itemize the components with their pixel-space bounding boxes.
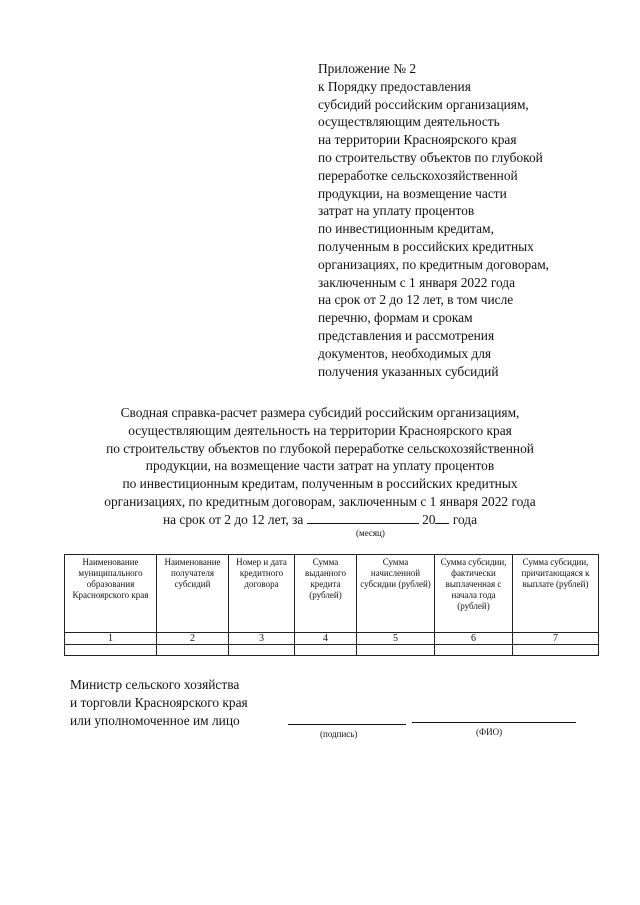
col-loan-amount-header: Сумма выданного кредита (рублей): [295, 555, 357, 633]
title-line: по строительству объектов по глубокой переработке сельскохозяйственной: [106, 440, 534, 456]
signatory-line: Министр сельского хозяйства: [70, 677, 240, 692]
appendix-line: перечню, формам и срокам: [318, 310, 473, 326]
subsidy-table: [64, 554, 599, 656]
table-cell[interactable]: [295, 645, 357, 656]
col-number: 3: [229, 633, 295, 645]
appendix-line: получения указанных субсидий: [318, 363, 499, 379]
appendix-line: по строительству объектов по глубокой: [318, 149, 543, 165]
col-recipient-header: Наименование получателя субсидий: [157, 555, 229, 633]
appendix-line: полученным в российских кредитных: [318, 238, 534, 254]
year-suffix: года: [452, 511, 478, 527]
col-municipality-header: Наименование муниципального образования Красноярского края: [65, 555, 157, 633]
title-line: Сводная справка-расчет размера субсидий российским организациям,: [120, 405, 520, 420]
table-cell[interactable]: [229, 645, 295, 656]
col-number: 1: [65, 633, 157, 645]
signatory-line: или уполномоченное им лицо: [70, 712, 240, 728]
appendix-line: субсидий российским организациям,: [318, 96, 529, 112]
col-number: 6: [435, 633, 513, 645]
appendix-line: затрат на уплату процентов: [318, 203, 475, 219]
document-title: [60, 404, 580, 529]
title-line: организациях, по кредитным договорам, заключенным с 1 января 2022 года: [104, 493, 536, 509]
appendix-line: на срок от 2 до 12 лет, в том числе: [318, 292, 514, 308]
year-blank[interactable]: [435, 511, 449, 524]
appendix-line: Приложение № 2: [318, 61, 417, 76]
title-line: осуществляющим деятельность на территории Красноярского края: [128, 422, 512, 438]
col-number: 2: [157, 633, 229, 645]
appendix-line: осуществляющим деятельность: [318, 114, 500, 130]
table-cell[interactable]: [513, 645, 599, 656]
appendix-line: представления и рассмотрения: [318, 327, 495, 343]
appendix-line: на территории Красноярского края: [318, 132, 517, 148]
col-due-subsidy-header: Сумма субсидии, причитающаяся к выплате (рублей): [513, 555, 599, 633]
table-cell[interactable]: [357, 645, 435, 656]
appendix-line: документов, необходимых для: [318, 345, 492, 361]
appendix-header: [318, 60, 618, 380]
appendix-line: переработке сельскохозяйственной: [318, 167, 518, 183]
appendix-line: организациях, по кредитным договорам,: [318, 256, 550, 272]
title-period-line: [60, 511, 580, 529]
col-accrued-subsidy-header: Сумма начисленной субсидии (рублей): [357, 555, 435, 633]
appendix-line: продукции, на возмещение части: [318, 185, 507, 201]
month-blank[interactable]: [307, 511, 419, 524]
col-number: 4: [295, 633, 357, 645]
signatory-line: и торговли Красноярского края: [70, 694, 248, 710]
name-blank[interactable]: [412, 722, 576, 723]
col-paid-subsidy-header: Сумма субсидии, фактически выплаченная с начала года (рублей): [435, 555, 513, 633]
month-hint: (месяц): [356, 528, 385, 538]
table-row: [65, 645, 599, 656]
table-cell[interactable]: [157, 645, 229, 656]
table-cell[interactable]: [65, 645, 157, 656]
title-line: по инвестиционным кредитам, полученным в российских кредитных: [122, 476, 518, 492]
title-line: продукции, на возмещение части затрат на уплату процентов: [145, 458, 495, 474]
col-number: 5: [357, 633, 435, 645]
period-prefix: на срок от 2 до 12 лет, за: [162, 511, 304, 527]
appendix-line: к Порядку предоставления: [318, 78, 471, 94]
table-cell[interactable]: [435, 645, 513, 656]
signatory-block: [70, 676, 248, 729]
appendix-line: по инвестиционным кредитам,: [318, 221, 494, 237]
signature-blank[interactable]: [288, 724, 406, 725]
col-number: 7: [513, 633, 599, 645]
col-contract-header: Номер и дата кредитного договора: [229, 555, 295, 633]
table-header-row: [65, 555, 599, 633]
year-prefix: 20: [422, 511, 436, 527]
name-hint: (ФИО): [476, 727, 503, 737]
appendix-line: заключенным с 1 января 2022 года: [318, 274, 516, 290]
signature-hint: (подпись): [320, 729, 358, 739]
table-number-row: [65, 633, 599, 645]
